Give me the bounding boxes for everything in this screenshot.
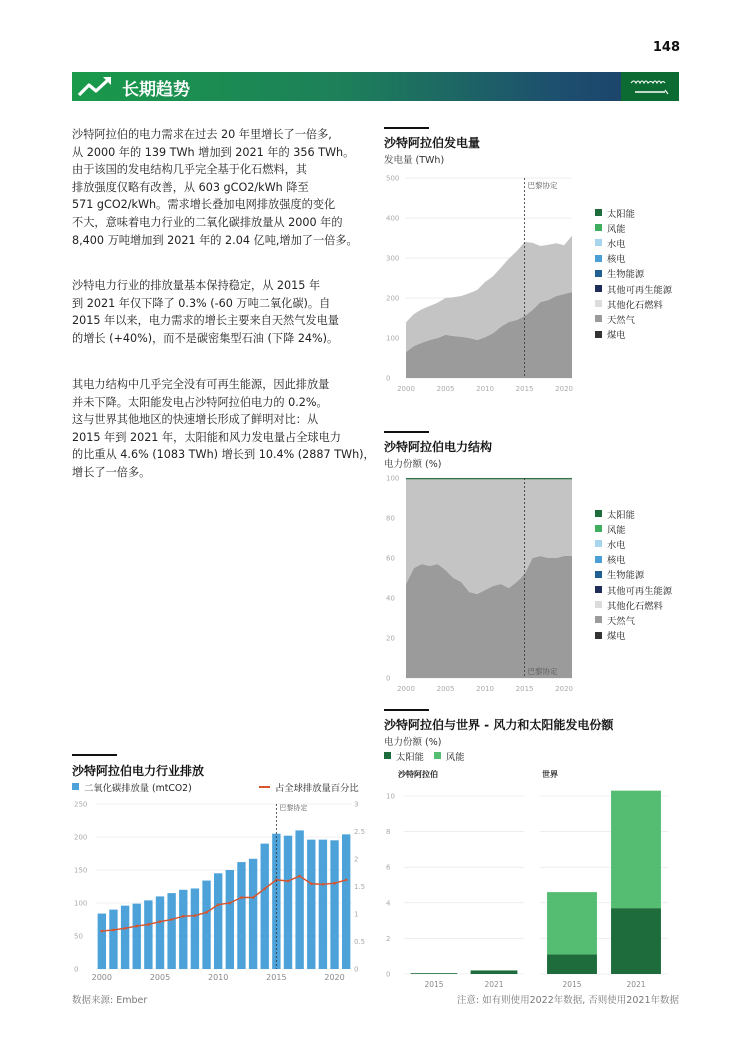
emissions-bar xyxy=(179,890,187,969)
global-share-point xyxy=(124,927,127,930)
y2-tick-label: 1 xyxy=(354,910,359,919)
emissions-bar xyxy=(156,896,164,969)
y2-tick-label: 3 xyxy=(354,800,359,809)
y-tick-label: 0 xyxy=(386,970,391,979)
paragraph-line: 2015 年到 2021 年，太阳能和风力发电量占全球电力 xyxy=(72,430,341,444)
x-tick-label: 2021 xyxy=(484,980,504,989)
y-tick-label: 0 xyxy=(386,674,391,683)
generation-chart-title: 沙特阿拉伯发电量 xyxy=(384,136,481,150)
global-share-point xyxy=(101,930,104,933)
global-share-point xyxy=(229,902,232,905)
saudi-flag-icon xyxy=(621,72,679,101)
emissions-bar xyxy=(98,914,106,969)
global-share-point xyxy=(194,914,197,917)
y-tick-label: 100 xyxy=(386,334,400,343)
global-share-point xyxy=(252,896,255,899)
paragraph-line: 这与世界其他地区的快速增长形成了鲜明对比：从 xyxy=(72,413,319,427)
paragraph-line: 的比重从 4.6% (1083 TWh) 增长到 10.4% (2887 TWh)， xyxy=(72,448,375,462)
paragraph-line: 沙特电力行业的排放量基本保持稳定，从 2015 年 xyxy=(72,279,321,292)
paragraph-line: 由于该国的发电结构几乎完全基于化石燃料，其 xyxy=(72,163,307,177)
emissions-bar xyxy=(249,859,257,969)
emissions-chart xyxy=(72,796,372,986)
chart-rule xyxy=(384,431,429,433)
paragraph-line: 并未下降。太阳能发电占沙特阿拉伯电力的 0.2%。 xyxy=(72,395,328,409)
emissions-bar xyxy=(191,888,199,969)
x-tick-label: 2010 xyxy=(476,685,494,693)
legend-item xyxy=(595,597,672,612)
y-tick-label: 200 xyxy=(74,833,88,842)
global-share-point xyxy=(298,875,301,878)
x-tick-label: 2015 xyxy=(515,385,534,393)
chart-rule xyxy=(72,754,117,756)
legend-label: 煤电 xyxy=(607,631,626,643)
share-chart xyxy=(384,470,584,695)
paragraph-line: 的增长 (+40%)，而不是碳密集型石油 (下降 24%)。 xyxy=(72,331,339,345)
emissions-bar xyxy=(319,840,327,969)
paragraph-line: 增长了一倍多。 xyxy=(72,465,151,479)
y-tick-label: 0 xyxy=(386,374,391,383)
global-share-point xyxy=(345,879,348,882)
legend-label: 风能 xyxy=(607,223,626,235)
y-tick-label: 200 xyxy=(386,294,400,303)
legend-item xyxy=(595,521,672,536)
legend-swatch xyxy=(595,601,602,608)
global-share-point xyxy=(112,929,115,932)
emissions-bar xyxy=(109,910,117,969)
paragraph-line: 571 gCO2/kWh。需求增长叠加电网排放强度的变化 xyxy=(72,198,336,212)
generation-chart xyxy=(384,170,584,395)
x-tick-label: 2015 xyxy=(266,973,287,982)
legend-swatch xyxy=(595,616,602,623)
legend-swatch xyxy=(595,525,602,532)
paragraph-emissions xyxy=(72,277,372,347)
emissions-bar xyxy=(284,836,292,969)
emissions-bar xyxy=(342,834,350,969)
legend-label-solar: 太阳能 xyxy=(396,751,424,763)
legend-item xyxy=(595,628,672,643)
y-tick-label: 300 xyxy=(386,254,400,263)
y-tick-label: 20 xyxy=(386,634,395,643)
legend-swatch xyxy=(595,315,602,322)
x-tick-label: 2010 xyxy=(476,385,494,393)
legend-swatch xyxy=(595,556,602,563)
legend-label: 生物能源 xyxy=(607,570,645,582)
global-share-point xyxy=(182,915,185,918)
global-share-point xyxy=(135,925,138,928)
legend-item xyxy=(595,220,672,235)
emissions-bar xyxy=(261,844,269,969)
legend-item xyxy=(595,327,672,342)
y-tick-label: 2 xyxy=(386,934,391,943)
emissions-bar xyxy=(237,862,245,969)
legend-swatch xyxy=(595,209,602,216)
legend-swatch xyxy=(72,783,79,790)
y2-tick-label: 1.5 xyxy=(354,883,366,891)
data-year-note: 注意: 如有则使用2022年数据, 否则使用2021年数据 xyxy=(456,995,679,1006)
emissions-bar xyxy=(167,893,175,969)
y2-tick-label: 2.5 xyxy=(354,828,366,836)
trend-up-icon xyxy=(76,73,114,100)
panel-title-world: 世界 xyxy=(542,770,558,779)
legend-swatch xyxy=(595,224,602,231)
wind-bar xyxy=(611,791,661,908)
legend-swatch xyxy=(595,239,602,246)
generation-legend xyxy=(595,205,672,342)
global-share-point xyxy=(240,896,243,899)
share-chart-title: 沙特阿拉伯电力结构 xyxy=(384,440,493,454)
paragraph-demand xyxy=(72,126,372,249)
x-tick-label: 2000 xyxy=(91,973,112,982)
legend-swatch xyxy=(595,571,602,578)
paris-agreement-label: 巴黎协定 xyxy=(527,181,558,190)
legend-label: 其他可再生能源 xyxy=(607,284,673,296)
emissions-bar xyxy=(307,840,315,969)
x-tick-label: 2010 xyxy=(208,973,229,982)
x-tick-label: 2005 xyxy=(436,685,455,693)
legend-swatch xyxy=(595,255,602,262)
solar-bar xyxy=(471,970,518,974)
legend-item xyxy=(595,567,672,582)
chart-rule xyxy=(384,709,429,711)
legend-swatch xyxy=(595,586,602,593)
chart-rule xyxy=(384,127,429,129)
legend-label: 核电 xyxy=(607,555,626,567)
y-tick-label: 60 xyxy=(386,554,395,563)
emissions-bar xyxy=(295,830,303,969)
x-tick-label: 2015 xyxy=(424,980,444,989)
y-tick-label: 80 xyxy=(386,514,395,523)
legend-swatch xyxy=(434,752,441,759)
legend-label: 其他化石燃料 xyxy=(607,299,663,311)
legend-item xyxy=(595,552,672,567)
y-tick-label: 400 xyxy=(386,214,400,223)
legend-label: 其他可再生能源 xyxy=(607,585,673,597)
global-share-point xyxy=(263,887,266,890)
solar-bar xyxy=(611,908,661,974)
paris-agreement-label: 巴黎协定 xyxy=(527,667,558,676)
wind-bar xyxy=(547,892,597,954)
y2-tick-label: 0.5 xyxy=(354,938,366,946)
renewables-legend xyxy=(384,748,465,763)
emissions-legend-line xyxy=(259,779,359,794)
global-share-point xyxy=(310,882,313,885)
legend-label-co2: 二氧化碳排放量 (mtCO2) xyxy=(84,782,192,794)
y-tick-label: 100 xyxy=(74,899,88,908)
legend-label: 生物能源 xyxy=(607,269,645,281)
panel-title-saudi: 沙特阿拉伯 xyxy=(398,770,438,779)
paris-agreement-label: 巴黎协定 xyxy=(279,804,308,812)
emissions-bar xyxy=(144,900,152,969)
legend-swatch xyxy=(595,510,602,517)
emissions-bar xyxy=(133,904,141,969)
solar-bar xyxy=(547,954,597,974)
global-share-point xyxy=(217,903,220,906)
paragraph-line: 沙特阿拉伯的电力需求在过去 20 年里增长了一倍多, xyxy=(72,128,332,141)
emissions-bar xyxy=(121,906,129,969)
legend-label-wind: 风能 xyxy=(445,751,465,763)
y-tick-label: 4 xyxy=(386,899,391,908)
y2-tick-label: 0 xyxy=(354,965,359,974)
legend-item xyxy=(595,311,672,326)
x-tick-label: 2020 xyxy=(324,973,345,982)
y-tick-label: 10 xyxy=(386,792,395,801)
x-tick-label: 2000 xyxy=(397,385,415,393)
legend-label-global-share: 占全球排放量百分比 xyxy=(275,782,359,794)
emissions-legend xyxy=(72,779,192,794)
paragraph-line: 其电力结构中几乎完全没有可再生能源，因此排放量 xyxy=(72,378,330,391)
renewables-chart xyxy=(384,766,680,996)
legend-label: 核电 xyxy=(607,254,626,266)
x-tick-label: 2021 xyxy=(626,980,646,989)
paragraph-line: 2015 年以来，电力需求的增长主要来自天然气发电量 xyxy=(72,314,339,328)
legend-label: 水电 xyxy=(607,539,626,551)
x-tick-label: 2020 xyxy=(555,385,574,393)
legend-swatch xyxy=(595,632,602,639)
x-tick-label: 2005 xyxy=(149,973,171,982)
global-share-point xyxy=(170,918,173,921)
source-note: 数据来源: Ember xyxy=(72,995,148,1006)
legend-label: 天然气 xyxy=(607,615,635,627)
global-share-point xyxy=(205,911,208,914)
legend-label: 煤电 xyxy=(607,330,626,342)
paragraph-line: 从 2000 年的 139 TWh 增加到 2021 年的 356 TWh。 xyxy=(72,145,355,159)
paragraph-renewables xyxy=(72,376,375,482)
y-tick-label: 500 xyxy=(386,174,400,183)
y-tick-label: 100 xyxy=(386,474,400,483)
legend-label: 天然气 xyxy=(607,314,635,326)
emissions-bar xyxy=(202,881,210,969)
legend-line-swatch xyxy=(259,786,270,788)
global-share-point xyxy=(333,882,336,885)
x-tick-label: 2000 xyxy=(397,685,415,693)
legend-item xyxy=(595,251,672,266)
paragraph-line: 不大，意味着电力行业的二氧化碳排放量从 2000 年的 xyxy=(72,215,343,229)
legend-item xyxy=(595,205,672,220)
emissions-bar xyxy=(330,840,338,969)
share-chart-subtitle: 电力份额 (%) xyxy=(384,459,442,470)
y-tick-label: 0 xyxy=(74,965,79,974)
renewables-chart-subtitle: 电力份额 (%) xyxy=(384,737,442,748)
x-tick-label: 2005 xyxy=(436,385,455,393)
y-tick-label: 8 xyxy=(386,828,391,837)
legend-swatch xyxy=(595,270,602,277)
x-tick-label: 2015 xyxy=(562,980,582,989)
legend-item xyxy=(595,612,672,627)
y-tick-label: 250 xyxy=(74,800,88,809)
legend-swatch xyxy=(595,300,602,307)
section-banner xyxy=(72,72,679,101)
section-title: 长期趋势 xyxy=(122,80,190,100)
emissions-bar xyxy=(226,870,234,969)
paragraph-line: 到 2021 年仅下降了 0.3% (-60 万吨二氧化碳)。自 xyxy=(72,296,331,310)
page-number: 148 xyxy=(652,40,680,55)
legend-item xyxy=(595,281,672,296)
renewables-chart-title: 沙特阿拉伯与世界 - 风力和太阳能发电份额 xyxy=(384,718,614,732)
global-share-point xyxy=(147,923,150,926)
paragraph-line: 排放强度仅略有改善，从 603 gCO2/kWh 降至 xyxy=(72,180,309,194)
solar-bar xyxy=(411,973,458,974)
emissions-bar xyxy=(214,873,222,969)
y-tick-label: 40 xyxy=(386,594,395,603)
x-tick-label: 2015 xyxy=(515,685,534,693)
legend-label: 太阳能 xyxy=(607,509,635,521)
legend-swatch xyxy=(384,752,391,759)
share-legend xyxy=(595,506,672,643)
y-tick-label: 50 xyxy=(74,932,83,941)
global-share-point xyxy=(322,883,325,886)
legend-label: 水电 xyxy=(607,238,626,250)
legend-item xyxy=(595,506,672,521)
generation-chart-subtitle: 发电量 (TWh) xyxy=(384,155,445,166)
y-tick-label: 6 xyxy=(386,863,391,872)
global-share-point xyxy=(287,880,290,883)
y2-tick-label: 2 xyxy=(354,855,359,864)
legend-item xyxy=(595,235,672,250)
emissions-chart-title: 沙特阿拉伯电力行业排放 xyxy=(72,764,205,778)
legend-swatch xyxy=(595,285,602,292)
legend-item xyxy=(595,296,672,311)
legend-label: 太阳能 xyxy=(607,208,635,220)
x-tick-label: 2020 xyxy=(555,685,574,693)
legend-swatch xyxy=(595,331,602,338)
y-tick-label: 150 xyxy=(74,866,88,875)
legend-swatch xyxy=(595,540,602,547)
paragraph-line: 8,400 万吨增加到 2021 年的 2.04 亿吨,增加了一倍多。 xyxy=(72,233,358,247)
global-share-point xyxy=(159,920,162,923)
legend-item xyxy=(595,536,672,551)
legend-item xyxy=(595,582,672,597)
legend-label: 风能 xyxy=(607,524,626,536)
legend-item xyxy=(595,266,672,281)
legend-label: 其他化石燃料 xyxy=(607,600,663,612)
